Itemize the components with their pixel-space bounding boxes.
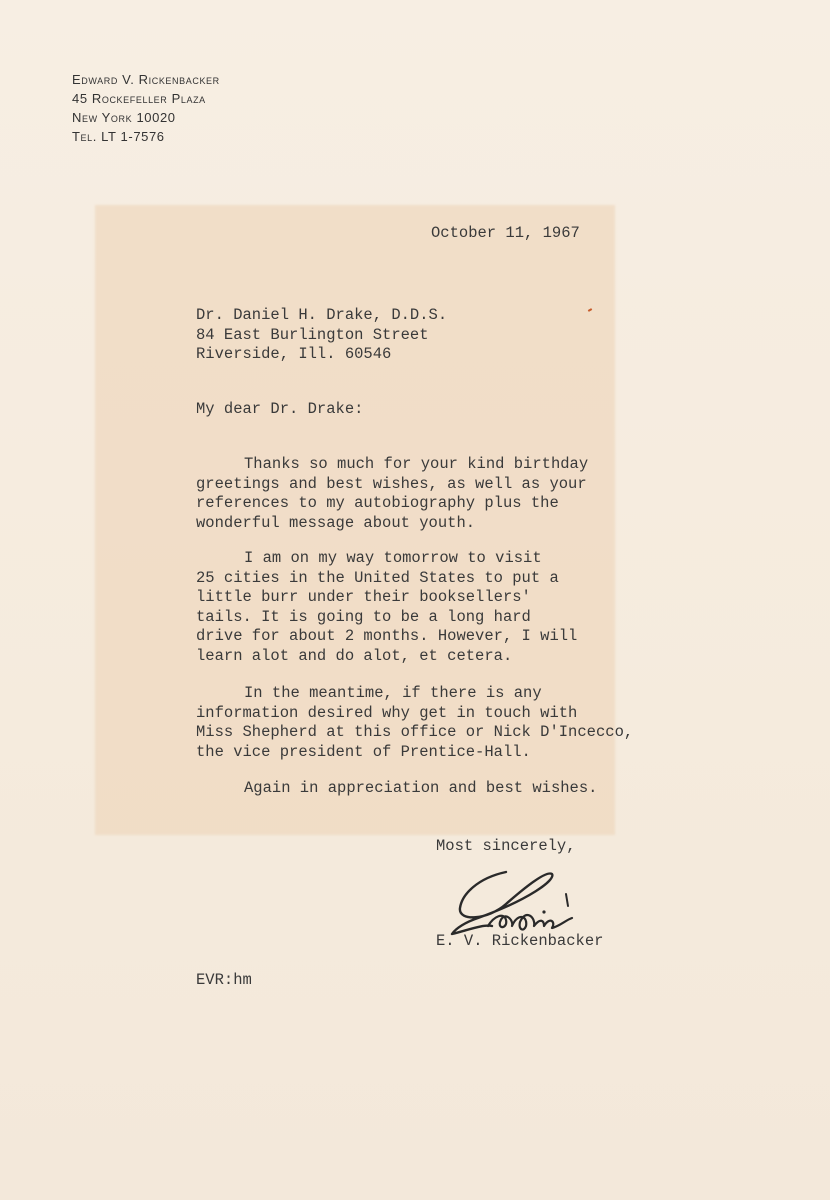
- paragraph-line: In the meantime, if there is any: [244, 684, 542, 702]
- paragraph-line: tails. It is going to be a long hard: [196, 607, 531, 626]
- paragraph-4: [196, 779, 597, 799]
- signer-name: E. V. Rickenbacker: [436, 932, 604, 950]
- recipient-line: 84 East Burlington Street: [196, 325, 429, 344]
- closing: Most sincerely,: [436, 837, 576, 855]
- paragraph-line: 25 cities in the United States to put a: [196, 568, 559, 587]
- letterhead-city: New York 10020: [72, 110, 176, 125]
- paragraph-2: [196, 549, 577, 666]
- paragraph-line: drive for about 2 months. However, I will: [196, 627, 578, 645]
- paragraph-line: Thanks so much for your kind birthday: [244, 455, 589, 473]
- paragraph-line: Miss Shepherd at this office or Nick D'Incecco,: [196, 723, 634, 741]
- letter-date: October 11, 1967: [431, 224, 580, 242]
- paragraph-1: [196, 455, 588, 533]
- paragraph-line: little burr under their booksellers': [196, 588, 531, 606]
- salutation: My dear Dr. Drake:: [196, 400, 364, 418]
- paragraph-line: greetings and best wishes, as well as your: [196, 474, 587, 493]
- letterhead-phone: Tel. LT 1-7576: [72, 129, 165, 144]
- signature-image: [448, 860, 588, 940]
- reference-initials: EVR:hm: [196, 971, 252, 989]
- paragraph-line: information desired why get in touch with: [196, 703, 578, 722]
- letterhead: [72, 70, 220, 146]
- letterhead-name: Edward V. Rickenbacker: [72, 72, 220, 87]
- paragraph-line: wonderful message about youth.: [196, 513, 476, 532]
- recipient-line: Dr. Daniel H. Drake, D.D.S.: [196, 306, 448, 324]
- paragraph-line: references to my autobiography plus the: [196, 494, 559, 512]
- paragraph-line: learn alot and do alot, et cetera.: [196, 646, 513, 665]
- recipient-address: [196, 306, 447, 365]
- letterhead-street: 45 Rockefeller Plaza: [72, 91, 206, 106]
- paragraph-line: I am on my way tomorrow to visit: [244, 549, 542, 567]
- paragraph-line: the vice president of Prentice-Hall.: [196, 742, 531, 761]
- paragraph-line: Again in appreciation and best wishes.: [244, 779, 598, 797]
- paragraph-3: [196, 684, 633, 762]
- recipient-line: Riverside, Ill. 60546: [196, 345, 392, 363]
